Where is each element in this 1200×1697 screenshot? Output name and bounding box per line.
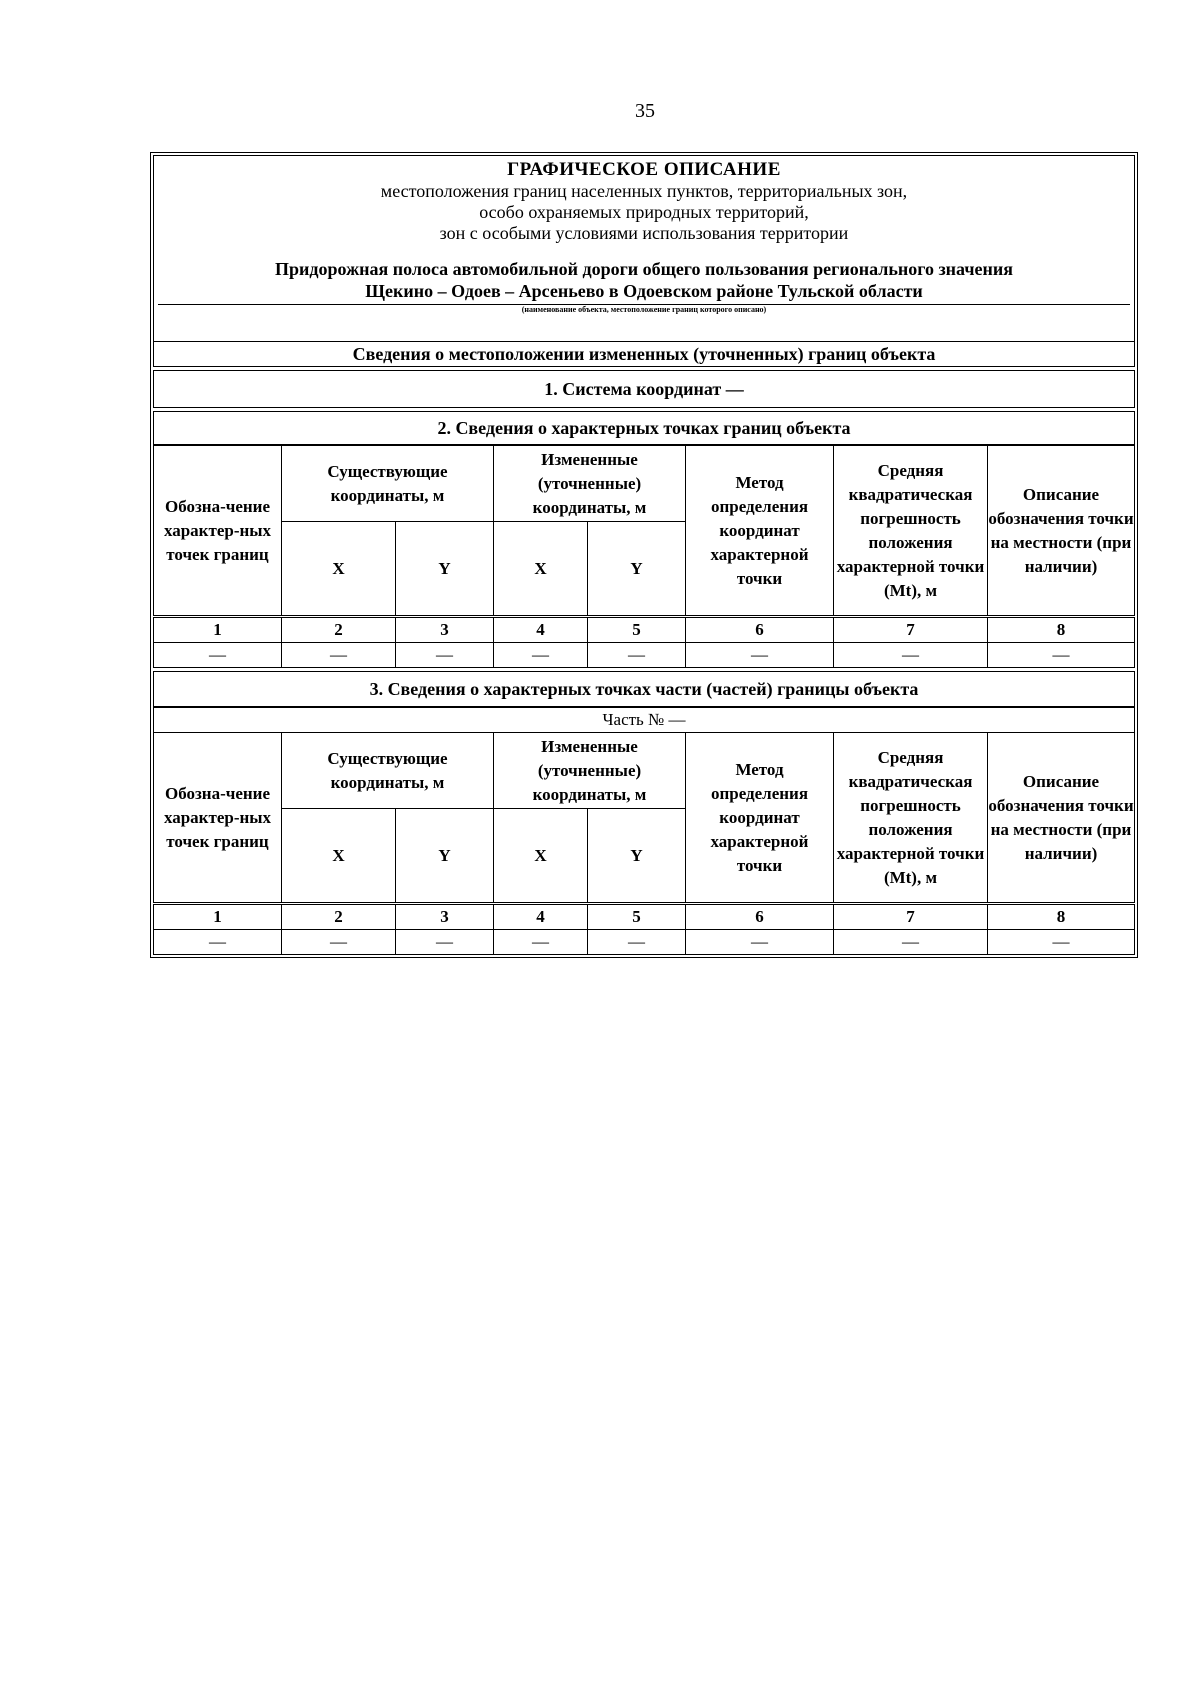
section-3-table <box>153 707 1135 955</box>
col-existing-y: Y <box>396 809 494 904</box>
empty-cell: — <box>396 930 494 955</box>
subtitle-line-2: особо охраняемых природных территорий, <box>479 202 809 222</box>
col-number: 6 <box>686 904 834 930</box>
col-number: 2 <box>282 904 396 930</box>
empty-cell: — <box>154 643 282 668</box>
empty-cell: — <box>988 930 1135 955</box>
subtitle-line-3: зон с особыми условиями использования территории <box>439 223 849 243</box>
col-number: 7 <box>834 617 988 643</box>
empty-cell: — <box>988 643 1135 668</box>
col-changed-y: Y <box>588 522 686 617</box>
col-number: 8 <box>988 617 1135 643</box>
object-name-caption: (наименование объекта, местоположение границ которого описано) <box>521 305 767 314</box>
section-main-heading: Сведения о местоположении измененных (уточненных) границ объекта <box>153 342 1135 367</box>
col-number: 6 <box>686 617 834 643</box>
graphic-description-document <box>150 152 1138 958</box>
empty-cell: — <box>686 930 834 955</box>
col-number: 5 <box>588 904 686 930</box>
empty-cell: — <box>686 643 834 668</box>
col-number: 4 <box>494 617 588 643</box>
empty-cell: — <box>588 930 686 955</box>
section-1-coordinate-system: 1. Система координат — <box>153 370 1135 408</box>
col-description-header: Описание обозначения точки на местности (при наличии) <box>988 733 1135 904</box>
col-existing-y: Y <box>396 522 494 617</box>
col-existing-x: X <box>282 522 396 617</box>
section-3-heading: 3. Сведения о характерных точках части (частей) границы объекта <box>153 671 1135 707</box>
object-name-line-1: Придорожная полоса автомобильной дороги общего пользования регионального значения <box>275 259 1013 279</box>
col-number: 1 <box>154 904 282 930</box>
col-number: 5 <box>588 617 686 643</box>
col-changed-x: X <box>494 522 588 617</box>
part-label: Часть № — <box>154 708 1135 733</box>
empty-cell: — <box>154 930 282 955</box>
col-existing-x: X <box>282 809 396 904</box>
empty-cell: — <box>588 643 686 668</box>
col-description-header: Описание обозначения точки на местности (при наличии) <box>988 446 1135 617</box>
col-number: 3 <box>396 617 494 643</box>
col-designation-header: Обозна-чение характер-ных точек границ <box>154 733 282 904</box>
empty-cell: — <box>282 643 396 668</box>
empty-cell: — <box>494 930 588 955</box>
col-method-header: Метод определения координат характерной точки <box>686 446 834 617</box>
col-number: 7 <box>834 904 988 930</box>
col-number: 1 <box>154 617 282 643</box>
col-method-header: Метод определения координат характерной точки <box>686 733 834 904</box>
subtitle-line-1: местоположения границ населенных пунктов, территориальных зон, <box>380 181 908 201</box>
col-changed-y: Y <box>588 809 686 904</box>
col-error-header: Средняя квадратическая погрешность положения характерной точки (Mt), м <box>834 733 988 904</box>
col-number: 8 <box>988 904 1135 930</box>
empty-cell: — <box>834 930 988 955</box>
section-2-table <box>153 445 1135 668</box>
document-header <box>153 155 1135 342</box>
empty-cell: — <box>282 930 396 955</box>
document-title: ГРАФИЧЕСКОЕ ОПИСАНИЕ <box>507 159 781 180</box>
col-existing-header: Существующие координаты, м <box>282 446 494 522</box>
col-designation-header: Обозна-чение характер-ных точек границ <box>154 446 282 617</box>
empty-cell: — <box>494 643 588 668</box>
col-changed-x: X <box>494 809 588 904</box>
col-changed-header: Измененные (уточненные) координаты, м <box>494 446 686 522</box>
col-existing-header: Существующие координаты, м <box>282 733 494 809</box>
col-number: 3 <box>396 904 494 930</box>
col-error-header: Средняя квадратическая погрешность положения характерной точки (Mt), м <box>834 446 988 617</box>
object-name-line-2: Щекино – Одоев – Арсеньево в Одоевском районе Тульской области <box>365 281 923 301</box>
col-changed-header: Измененные (уточненные) координаты, м <box>494 733 686 809</box>
col-number: 4 <box>494 904 588 930</box>
col-number: 2 <box>282 617 396 643</box>
page-number: 35 <box>635 100 655 122</box>
section-2-heading: 2. Сведения о характерных точках границ объекта <box>153 411 1135 445</box>
empty-cell: — <box>834 643 988 668</box>
empty-cell: — <box>396 643 494 668</box>
